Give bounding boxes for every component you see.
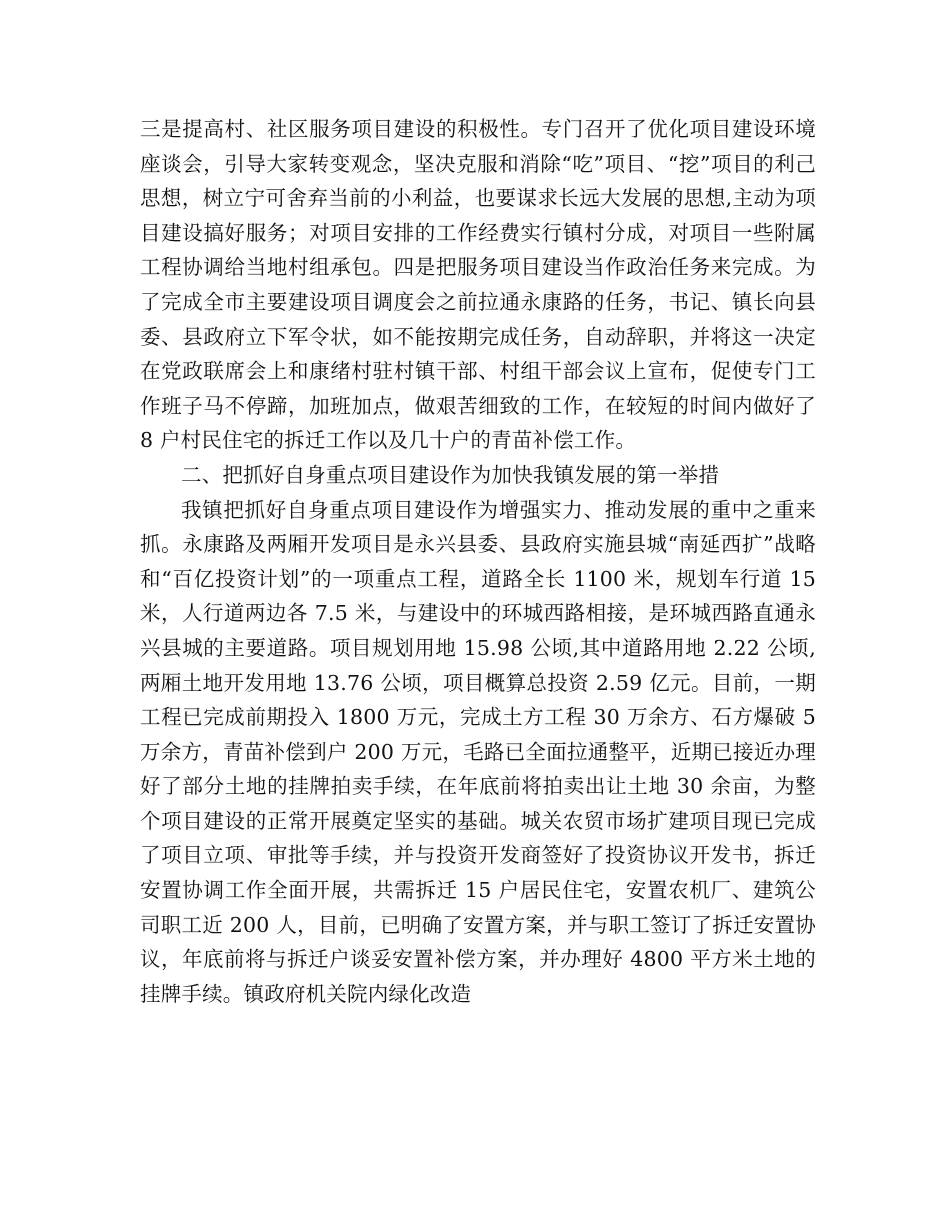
document-page: [140, 112, 816, 1011]
paragraph-key-projects: 我镇把抓好自身重点项目建设作为增强实力、推动发展的重中之重来抓。永康路及两厢开发项目是永兴县委、县政府实施县城“南延西扩”战略和“百亿投资计划”的一项重点工程，道路全长 1100 米，规划车行道 15 米，人行道两边各 7.5 米，与建设中的环城西路相接，是环城西路直通永兴县城的主要道路。项目规划用地 15.98 公顷,其中道路用地 2.22 公顷,两厢土地开发用地 13.76 公顷，项目概算总投资 2.59 亿元。目前，一期工程已完成前期投入 1800 万元，完成土方工程 30 万余方、石方爆破 5 万余方，青苗补偿到户 200 万元，毛路已全面拉通整平，近期已接近办理好了部分土地的挂牌拍卖手续，在年底前将拍卖出让土地 30 余亩，为整个项目建设的正常开展奠定坚实的基础。城关农贸市场扩建项目现已完成了项目立项、审批等手续，并与投资开发商签好了投资协议开发书，拆迁安置协调工作全面开展，共需拆迁 15 户居民住宅，安置农机厂、建筑公司职工近 200 人，目前，已明确了安置方案，并与职工签订了拆迁安置协议，年底前将与拆迁户谈妥安置补偿方案，并办理好 4800 平方米土地的挂牌手续。镇政府机关院内绿化改造: [140, 497, 816, 1006]
paragraph-community-service: 三是提高村、社区服务项目建设的积极性。专门召开了优化项目建设环境座谈会，引导大家转变观念，坚决克服和消除“吃”项目、“挖”项目的利己思想，树立宁可舍弃当前的小利益，也要谋求长远大发展的思想,主动为项目建设搞好服务；对项目安排的工作经费实行镇村分成，对项目一些附属工程协调给当地村组承包。四是把服务项目建设当作政治任务来完成。为了完成全市主要建设项目调度会之前拉通永康路的任务，书记、镇长向县委、县政府立下军令状，如不能按期完成任务，自动辞职，并将这一决定在党政联席会上和康绪村驻村镇干部、村组干部会议上宣布，促使专门工作班子马不停蹄，加班加点，做艰苦细致的工作，在较短的时间内做好了 8 户村民住宅的拆迁工作以及几十户的青苗补偿工作。: [140, 117, 816, 453]
section-heading-two: 二、把抓好自身重点项目建设作为加快我镇发展的第一举措: [181, 462, 720, 487]
